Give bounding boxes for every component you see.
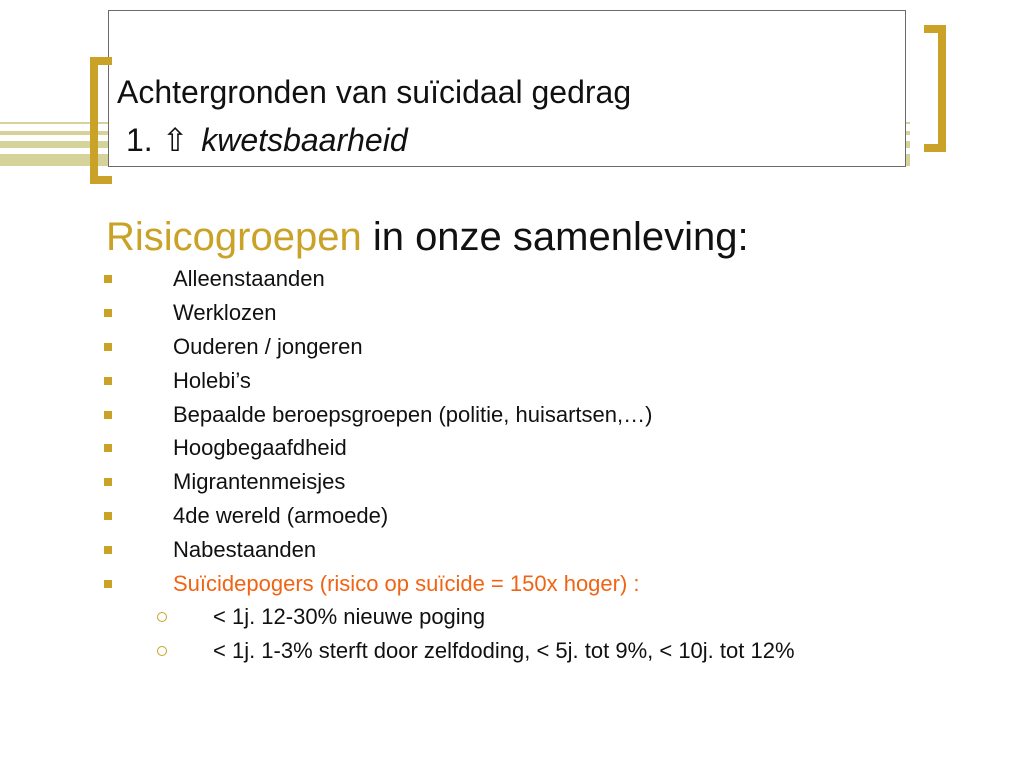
list-item-text: Nabestaanden [173,537,317,562]
list-item-text: Suïcidepogers (risico op suïcide = 150x hoger) : [173,571,640,596]
title-keyword: kwetsbaarheid [201,122,408,158]
sub-list-item-text: < 1j. 1-3% sterft door zelfdoding, < 5j. tot 9%, < 10j. tot 12% [213,638,795,663]
heading-rest: in onze samenleving: [361,215,749,259]
sub-list-item-text: < 1j. 12-30% nieuwe poging [213,604,486,629]
circle-bullet-icon [157,646,167,656]
list-item-text: Werklozen [173,300,277,325]
list-item-text: Bepaalde beroepsgroepen (politie, huisartsen,…) [173,402,653,427]
left-bracket-icon [90,57,112,184]
square-bullet-icon [104,275,112,283]
square-bullet-icon [104,444,112,452]
title-number: 1. [126,122,153,158]
square-bullet-icon [104,343,112,351]
square-bullet-icon [104,411,112,419]
right-bracket-icon [924,25,946,152]
list-item-text: Alleenstaanden [173,266,325,291]
slide-title: Achtergronden van suïcidaal gedrag [117,74,632,110]
list-item-text: Hoogbegaafdheid [173,435,347,460]
list-item-text: Holebi’s [173,368,251,393]
slide-subtitle [126,120,408,160]
square-bullet-icon [104,309,112,317]
circle-bullet-icon [157,612,167,622]
list-item-text: 4de wereld (armoede) [173,503,389,528]
arrow-up-icon: ⇧ [161,122,189,158]
list-item-text: Ouderen / jongeren [173,334,363,359]
square-bullet-icon [104,377,112,385]
square-bullet-icon [104,546,112,554]
square-bullet-icon [104,580,112,588]
list-item-text: Migrantenmeisjes [173,469,346,494]
section-heading [106,212,749,262]
square-bullet-icon [104,478,112,486]
heading-accent: Risicogroepen [106,215,362,259]
square-bullet-icon [104,512,112,520]
